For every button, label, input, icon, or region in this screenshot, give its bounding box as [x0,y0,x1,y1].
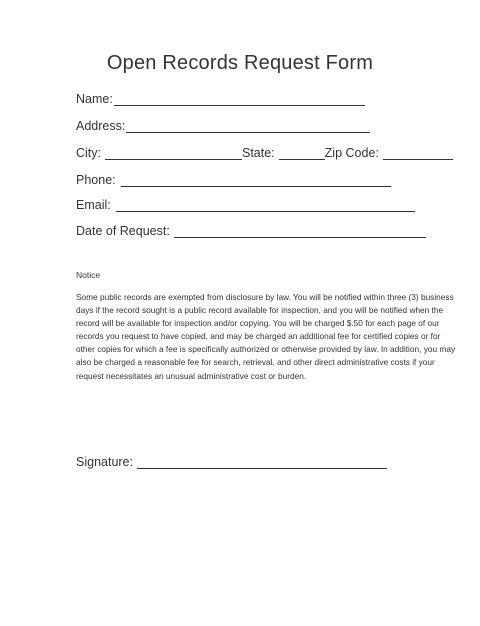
address-field[interactable] [76,119,370,133]
phone-label: Phone: [76,173,116,187]
name-field[interactable] [76,92,365,106]
zip-label: Zip Code: [324,146,379,160]
notice-body: Some public records are exempted from disclosure by law. You will be notified within three (3) business days if the record sought is a public record available for inspection, and you will be notified when the record will be available for inspection and/or copying. You will be charged $.50 for each page of our records you request to have copied, and may be charged an additional fee for certified copies or for other copies for which a fee is specifically authorized or otherwise provided by law. In addition, you may also be charged a reasonable fee for search, retrieval, and other direct administrative costs if your request necessitates an unusual administrative cost or burden. [76,292,456,381]
email-label: Email: [76,198,111,212]
form-title: Open Records Request Form [106,52,374,74]
zip-input-line[interactable] [383,147,453,160]
phone-input-line[interactable] [121,174,391,187]
state-label: State: [242,146,275,160]
date-of-request-input-line[interactable] [174,225,426,238]
date-of-request-label: Date of Request: [76,224,170,238]
name-input-line[interactable] [114,93,365,106]
email-input-line[interactable] [116,199,415,212]
phone-field[interactable] [76,173,391,187]
signature-input-line[interactable] [137,456,387,469]
name-label: Name: [76,92,113,106]
address-label: Address: [76,119,126,133]
notice-title: Notice [76,270,101,280]
state-input-line[interactable] [279,147,325,160]
signature-label: Signature: [76,455,133,469]
address-input-line[interactable] [126,120,370,133]
date-of-request-field[interactable] [76,224,426,238]
city-label: City: [76,146,101,160]
city-input-line[interactable] [105,147,242,160]
city-state-zip-row [76,146,453,160]
email-field[interactable] [76,198,415,212]
signature-field[interactable] [76,455,387,469]
